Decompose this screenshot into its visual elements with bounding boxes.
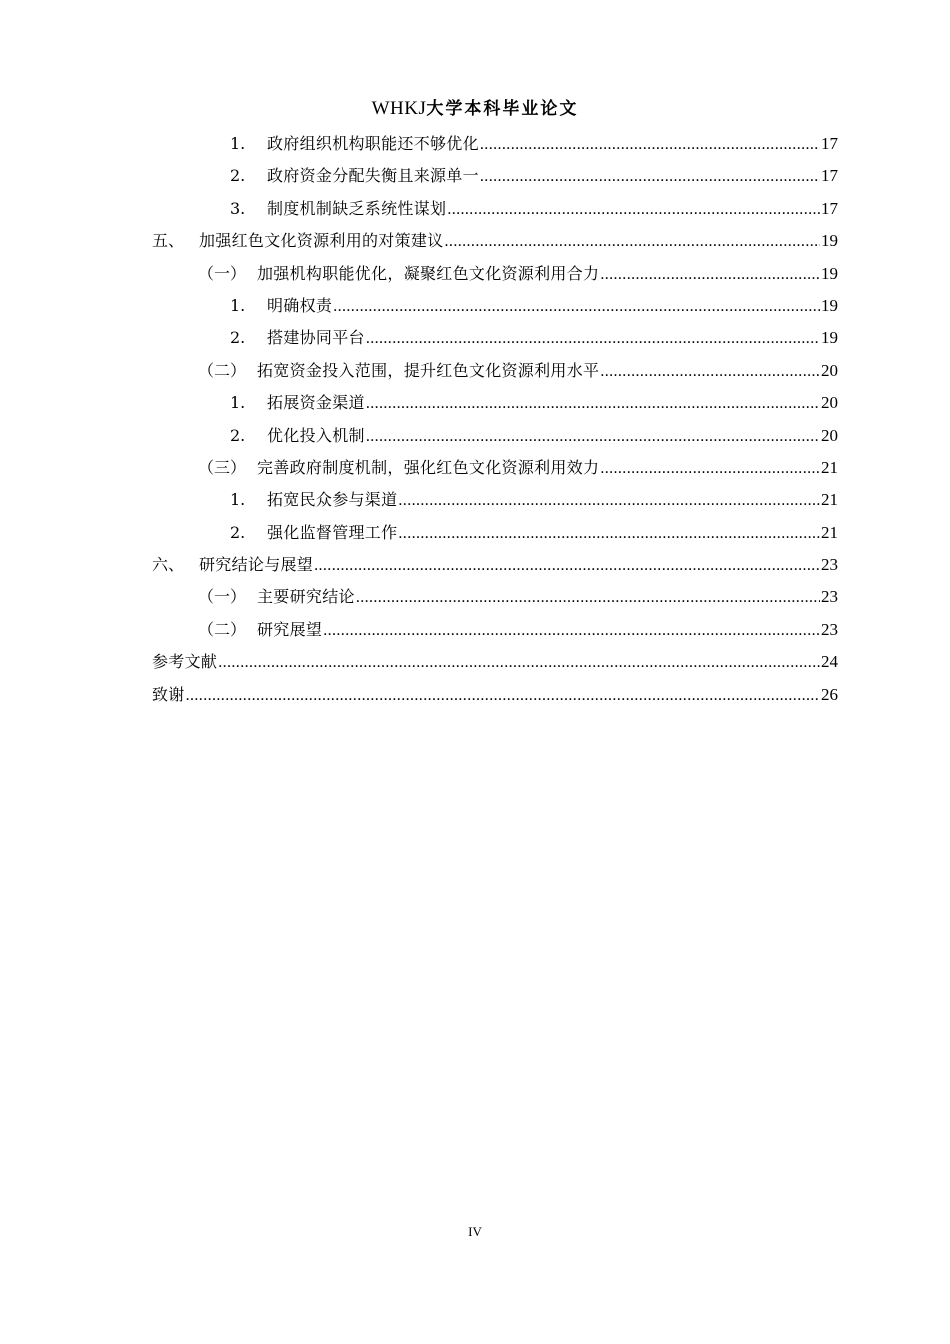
toc-dot-leader [366,388,820,420]
toc-dot-leader [398,485,820,517]
toc-entry-page: 19 [821,263,838,283]
table-of-contents [152,128,838,711]
toc-entry-title: 搭建协同平台 [267,328,365,348]
toc-entry[interactable] [152,549,838,581]
toc-dot-leader [356,582,820,614]
toc-entry-number: 1. [230,295,246,315]
toc-entry[interactable] [152,614,838,646]
toc-entry-title: 拓宽民众参与渠道 [267,490,398,510]
toc-entry-title: 研究展望 [257,619,323,639]
toc-dot-leader [186,680,820,712]
toc-entry[interactable] [152,387,838,419]
toc-entry-page: 19 [821,231,838,251]
toc-entry-page: 17 [821,198,838,218]
toc-entry-page: 17 [821,134,838,153]
toc-entry-number: （二） [198,360,247,380]
toc-entry[interactable] [152,452,838,484]
toc-entry-title: 主要研究结论 [257,587,355,607]
toc-entry-page: 26 [821,684,838,704]
toc-dot-leader [445,226,820,258]
toc-entry[interactable] [152,322,838,354]
toc-entry-page: 21 [821,522,838,542]
header-school-prefix: WHKJ [371,98,427,119]
toc-entry-title: 拓展资金渠道 [267,393,365,413]
toc-entry-title: 加强红色文化资源利用的对策建议 [199,231,444,251]
toc-entry-title: 优化投入机制 [267,425,365,445]
toc-entry-title: 加强机构职能优化，凝聚红色文化资源利用合力 [257,263,600,283]
toc-entry[interactable] [152,581,838,613]
toc-entry-number: 3. [230,198,246,218]
toc-entry-title: 明确权责 [267,295,333,315]
toc-dot-leader [218,647,820,679]
toc-entry[interactable] [152,290,838,322]
toc-entry-page: 20 [821,360,838,380]
toc-dot-leader [333,291,820,323]
toc-entry-page: 23 [821,619,838,639]
toc-entry-number: 2. [230,166,246,186]
toc-entry[interactable] [152,258,838,290]
toc-entry-title: 致谢 [152,684,185,704]
toc-entry-number: （二） [198,619,247,639]
toc-entry[interactable] [152,355,838,387]
toc-entry-number: 2. [230,328,246,348]
toc-dot-leader [600,356,820,388]
toc-entry[interactable] [152,679,838,711]
toc-entry-page: 19 [821,328,838,348]
toc-entry-title: 完善政府制度机制，强化红色文化资源利用效力 [257,457,600,477]
toc-entry[interactable] [152,484,838,516]
page-number: IV [468,1224,482,1239]
toc-entry-title: 制度机制缺乏系统性谋划 [267,198,447,218]
toc-entry-number: 2. [230,425,246,445]
toc-entry[interactable] [152,420,838,452]
toc-dot-leader [398,518,820,550]
toc-dot-leader [447,194,820,226]
toc-entry-number: （一） [198,587,247,607]
toc-dot-leader [314,550,820,582]
toc-dot-leader [600,259,820,291]
toc-entry-page: 19 [821,295,838,315]
toc-dot-leader [366,323,820,355]
header-school-title: 大学本科毕业论文 [426,99,579,119]
toc-entry-number: 五、 [152,231,185,251]
toc-dot-leader [366,421,820,453]
toc-entry[interactable] [152,128,838,160]
toc-entry-page: 23 [821,555,838,575]
toc-entry-title: 政府资金分配失衡且来源单一 [267,166,479,186]
toc-entry-number: 1. [230,490,246,510]
toc-entry[interactable] [152,517,838,549]
toc-entry-title: 拓宽资金投入范围，提升红色文化资源利用水平 [257,360,600,380]
toc-entry[interactable] [152,193,838,225]
toc-entry-number: 2. [230,522,246,542]
toc-entry-page: 24 [821,652,838,672]
toc-entry-title: 研究结论与展望 [199,555,314,575]
toc-entry-number: 1. [230,134,246,153]
toc-entry-page: 20 [821,425,838,445]
toc-dot-leader [323,615,820,647]
toc-entry[interactable] [152,646,838,678]
toc-entry-number: （三） [198,457,247,477]
toc-entry-page: 21 [821,490,838,510]
toc-entry-number: 六、 [152,555,185,575]
toc-entry-number: （一） [198,263,247,283]
toc-entry-page: 21 [821,457,838,477]
toc-entry-title: 参考文献 [152,652,218,672]
toc-entry[interactable] [152,160,838,192]
toc-entry-page: 23 [821,587,838,607]
toc-entry-page: 17 [821,166,838,186]
toc-entry-title: 政府组织机构职能还不够优化 [267,134,479,153]
toc-entry[interactable] [152,225,838,257]
toc-dot-leader [480,129,820,161]
toc-dot-leader [600,453,820,485]
toc-dot-leader [480,161,820,193]
page-header [0,94,950,120]
toc-entry-number: 1. [230,393,246,413]
toc-entry-title: 强化监督管理工作 [267,522,398,542]
toc-entry-page: 20 [821,393,838,413]
